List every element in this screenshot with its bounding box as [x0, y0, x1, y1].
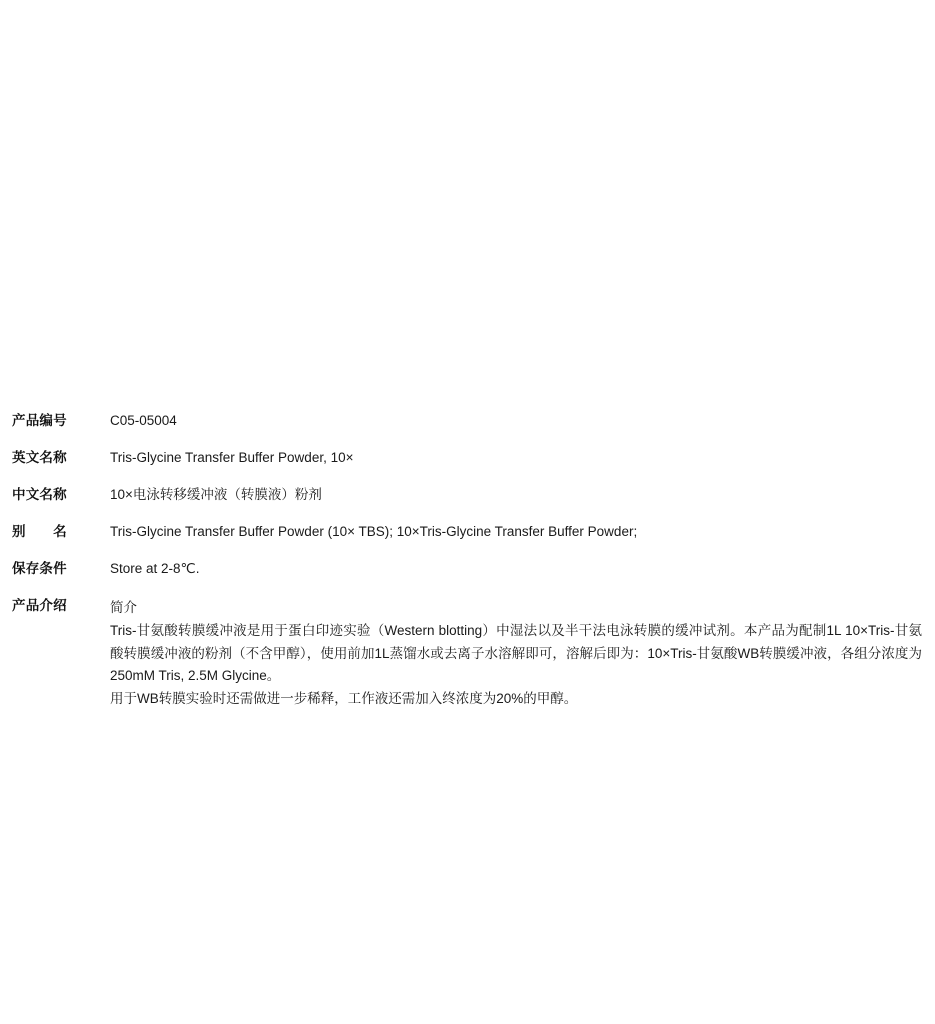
spec-row-introduction [12, 597, 924, 710]
spec-row-chinese-name [12, 486, 924, 504]
introduction-block [110, 597, 924, 710]
spec-value-storage: Store at 2-8℃. [110, 561, 200, 576]
product-spec-table [12, 412, 924, 710]
spec-label-chinese-name: 中文名称 [12, 487, 67, 502]
spec-label-introduction: 产品介绍 [12, 598, 67, 613]
spec-value-alias: Tris-Glycine Transfer Buffer Powder (10× TBS); 10×Tris-Glycine Transfer Buffer Powder; [110, 524, 638, 539]
spec-label-english-name: 英文名称 [12, 450, 67, 465]
spec-label-storage: 保存条件 [12, 561, 67, 576]
spec-value-chinese-name: 10×电泳转移缓冲液（转膜液）粉剂 [110, 487, 322, 502]
spec-value-english-name: Tris-Glycine Transfer Buffer Powder, 10× [110, 450, 354, 465]
spec-label-alias: 别 名 [12, 524, 67, 539]
introduction-title: 简介 [110, 600, 137, 615]
spec-label-product-code: 产品编号 [12, 413, 67, 428]
introduction-paragraph-2: 用于WB转膜实验时还需做进一步稀释，工作液还需加入终浓度为20%的甲醇。 [110, 690, 578, 706]
spec-row-storage [12, 560, 924, 578]
spec-row-alias [12, 523, 924, 541]
spec-row-english-name [12, 449, 924, 467]
spec-value-product-code: C05-05004 [110, 413, 177, 428]
spec-row-product-code [12, 412, 924, 430]
introduction-paragraph-1: Tris-甘氨酸转膜缓冲液是用于蛋白印迹实验（Western blotting）中湿法以及半干法电泳转膜的缓冲试剂。本产品为配制1L 10×Tris-甘氨酸转膜缓冲液的粉剂（不含甲醇），使用前加1L蒸馏水或去离子水溶解即可，溶解后即为：10×Tris-甘氨酸WB转膜缓冲液，各组分浓度为250mM Tris, 2.5M Glycine。 [110, 623, 922, 683]
